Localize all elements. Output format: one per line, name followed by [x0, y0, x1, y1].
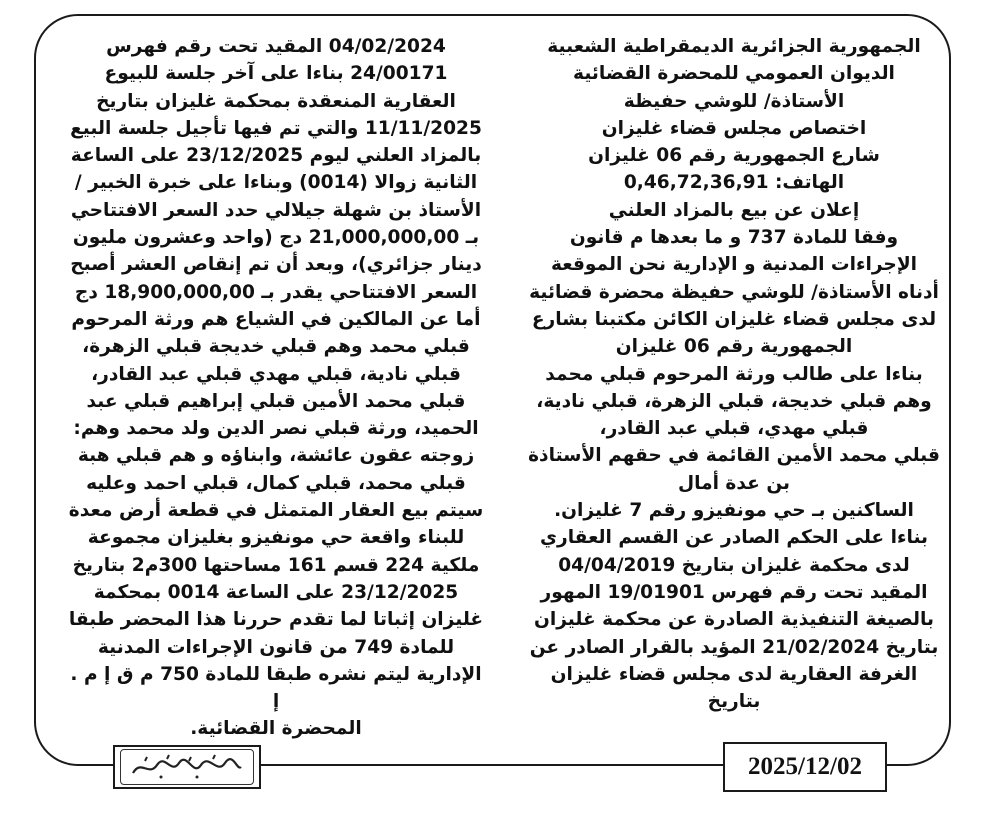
header-office: الديوان العمومي للمحضرة القضائية — [573, 63, 895, 85]
header-address: شارع الجمهورية رقم 06 غليزان — [588, 145, 880, 167]
notice-applicants: بناءا على طالب ورثة المرحوم قبلي محمد وهم قبلي خديجة، قبلي الزهرة، قبلي نادية، قبلي مهدي، قبلي عبد القادر، — [536, 363, 932, 440]
newspaper-logo-frame — [120, 749, 254, 785]
notice-signature: المحضرة القضائية. — [190, 718, 362, 740]
header-jurisdiction: اختصاص مجلس قضاء غليزان — [601, 117, 867, 139]
header-bailiff-name: الأستاذة/ للوشي حفيظة — [623, 90, 845, 112]
notice-continuation: 04/02/2024 المقيد تحت رقم فهرس 24/00171 بناءا على آخر جلسة للبيوع العقارية المنعقدة بمحكمة غليزان بتاريخ 11/11/2025 والتي تم فيها تأجيل جلسة البيع بالمزاد العلني ليوم 23/12/2025 على الساعة الثانية زوالا (0014) وبناءا على خبرة الخبير /الأستاذ بن شهلة جيلالي حدد السعر الافتتاحي بـ 21,000,000,00 دج (واحد وعشرون مليون دينار جزائري)، وبعد أن تم إنقاص العشر أصبح السعر الافتتاحي يقدر بـ 18,900,000,00 دج أما عن المالكين في الشياع هم ورثة المرحوم قبلي محمد وهم قبلي خديجة قبلي الزهرة، قبلي نادية، قبلي مهدي قبلي عبد القادر، — [70, 36, 482, 385]
header-republic: الجمهورية الجزائرية الديمقراطية الشعبية — [547, 36, 921, 57]
notice-heirs-and-sale: قبلي محمد الأمين قبلي إبراهيم قبلي عبد الحميد، ورثة قبلي نصر الدين ولد محمد وهم: زوجته عقون عائشة، وابناؤه و هم قبلي هبة قبلي محمد، قبلي كمال، قبلي احمد وعليه سيتم بيع العقار المتمثل في قطعة أرض معدة للبناء واقعة حي مونفيزو بغليزان مجموعة ملكية 224 قسم 161 مساحتها 300م2 بتاريخ 23/12/2025 على الساعة 0014 بمحكمة غليزان إثباتا لما تقدم حررنا هذا المحضر طبقا للمادة 749 من قانون الإجراءات المدنية الإدارية ليتم نشره طبقا للمادة 750 م ق إ م . إ — [68, 390, 484, 713]
notice-representative: قبلي محمد الأمين القائمة في حقهم الأستاذة بن عدة أمال — [528, 445, 940, 494]
header-phone: الهاتف: 0,46,72,36,91 — [623, 172, 845, 194]
notice-preamble: وفقا للمادة 737 و ما بعدها م قانون الإجراءات المدنية و الإدارية نحن الموقعة أدناه الأستاذة/ للوشي حفيظة محضرة قضائية لدى مجلس قضاء غليزان الكائن مكتبنا بشارع الجمهورية رقم 06 غليزان — [529, 227, 939, 358]
notice-judgment: بناءا على الحكم الصادر عن القسم العقاري لدى محكمة غليزان بتاريخ 04/04/2019 المقيد تحت رقم فهرس 19/01901 المهور بالصيغة التنفيذية الصادرة عن محكمة غليزان بتاريخ 21/02/2024 المؤيد بالقرار الصادر عن الغرفة العقارية لدى مجلس قضاء غليزان بتاريخ — [529, 527, 939, 713]
notice-title: إعلان عن بيع بالمزاد العلني — [608, 199, 860, 221]
notice-residence: الساكنين بـ حي مونفيزو رقم 7 غليزان. — [554, 500, 914, 522]
newspaper-logo — [113, 745, 261, 789]
right-column — [528, 33, 940, 715]
publication-date: 2025/12/02 — [723, 742, 887, 792]
left-column — [66, 33, 486, 743]
calligraphy-logo-icon — [127, 753, 247, 781]
